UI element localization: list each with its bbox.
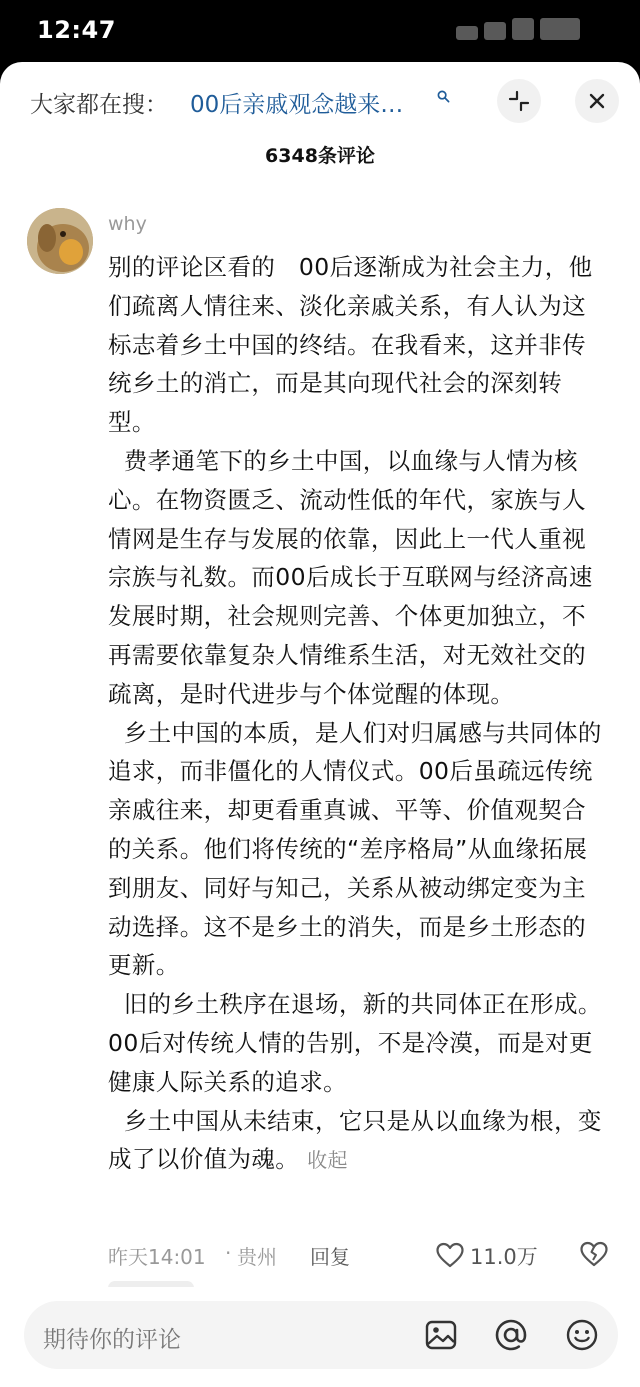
comments-sheet — [0, 62, 640, 1387]
meta-separator: · — [225, 1241, 232, 1265]
emoji-icon[interactable] — [565, 1318, 599, 1352]
collapse-button[interactable] — [497, 79, 541, 123]
comment-username[interactable]: why — [108, 213, 147, 235]
search-suggestion-bar[interactable] — [0, 62, 640, 142]
comment-paragraph-4: 旧的乡土秩序在退场，新的共同体正在形成。00后对传统人情的告别，不是冷漠，而是对更健康人际关系的追求。 — [108, 990, 602, 1096]
comment-paragraph-3: 乡土中国的本质，是人们对归属感与共同体的追求，而非僵化的人情仪式。00后虽疏远传统亲戚往来，却更看重真诚、平等、价值观契合的关系。他们将传统的“差序格局”从血缘拓展到朋友、同好与知己，关系从被动绑定变为主动选择。这不是乡土的消失，而是乡土形态的更新。 — [108, 718, 602, 980]
image-icon[interactable] — [424, 1318, 458, 1352]
comment-input-bar[interactable] — [24, 1301, 618, 1369]
comment-paragraph-1: 别的评论区看的 00后逐渐成为社会主力，他们疏离人情往来、淡化亲戚关系，有人认为这标志着乡土中国的终结。在我看来，这并非传统乡土的消亡，而是其向现代社会的深刻转型。 — [108, 253, 593, 437]
collapse-arrows-icon — [507, 89, 531, 113]
reply-button[interactable]: 回复 — [310, 1245, 350, 1269]
collapse-text-link[interactable]: 收起 — [307, 1148, 348, 1173]
search-query-link[interactable]: 00后亲戚观念越来… — [190, 92, 404, 118]
close-button[interactable] — [575, 79, 619, 123]
status-time: 12:47 — [37, 16, 116, 44]
heart-icon — [436, 1242, 464, 1268]
status-bar — [0, 0, 640, 62]
like-count: 11.0万 — [470, 1245, 538, 1269]
comment-body — [108, 248, 608, 1180]
broken-heart-icon[interactable] — [580, 1240, 608, 1268]
comment-date: 昨天14:01 — [108, 1245, 206, 1269]
search-prefix: 大家都在搜： — [30, 92, 168, 118]
at-icon[interactable] — [494, 1318, 528, 1352]
comment-meta — [108, 1241, 618, 1273]
comment-count: 6348条评论 — [265, 145, 375, 167]
status-icons — [456, 18, 606, 46]
comment-paragraph-2: 费孝通笔下的乡土中国，以血缘与人情为核心。在物资匮乏、流动性低的年代，家族与人情网是生存与发展的依靠，因此上一代人重视宗族与礼数。而00后成长于互联网与经济高速发展时期，社会规则完善、个体更加独立，不再需要依靠复杂人情维系生活，对无效社交的疏离，是时代进步与个体觉醒的体现。 — [108, 446, 593, 708]
comment-location: 贵州 — [237, 1245, 277, 1269]
avatar[interactable] — [27, 208, 93, 274]
close-icon — [587, 91, 607, 111]
comment-paragraph-5: 乡土中国从未结束，它只是从以血缘为根，变成了以价值为魂。 — [108, 1106, 602, 1174]
search-icon[interactable] — [437, 90, 450, 103]
comment-input-placeholder[interactable]: 期待你的评论 — [43, 1327, 181, 1353]
author-liked-tag-peek — [108, 1281, 194, 1287]
